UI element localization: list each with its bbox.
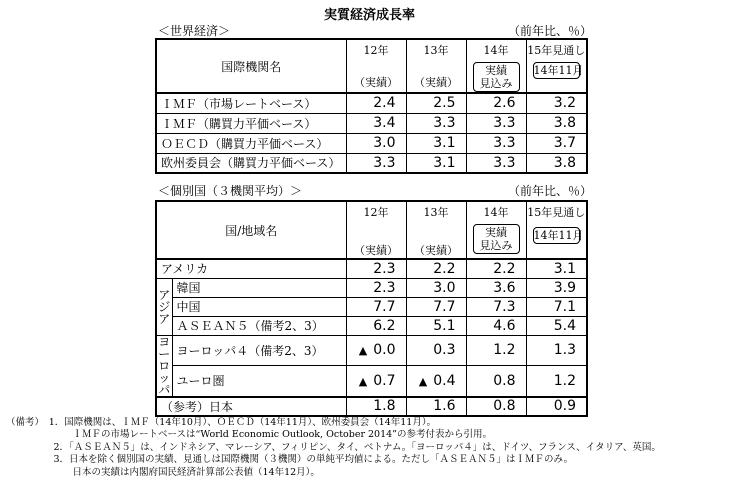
row-name: ＯＥＣＤ（購買力平価ベース） — [156, 133, 346, 153]
footnotes — [6, 417, 739, 479]
world-header-name: 国際機関名 — [156, 39, 346, 93]
table-row: 欧州委員会（購買力平価ベース） 3.3 3.1 3.3 3.8 — [156, 153, 587, 173]
row-name: ヨーロッパ４（備考2、3） — [172, 335, 346, 366]
row-name: ユーロ圏 — [172, 366, 346, 397]
table-row: （参考）日本 1.8 1.6 0.8 0.9 — [156, 397, 587, 416]
page-title: 実質経済成長率 — [323, 8, 415, 23]
world-section-label: ＜世界経済＞ — [158, 24, 231, 38]
row-name: ＡＳＥＡＮ５（備考2、3） — [172, 316, 346, 335]
footnote-line: 2．「ＡＳＥＡＮ５」は、インドネシア、マレーシア、フィリピン、タイ、ベトナム。「ヨーロッパ４」は、ドイツ、フランス、イタリア、英国。 — [6, 441, 661, 453]
row-name: アメリカ — [156, 259, 346, 278]
country-header-15: 15年見通し 14年11月 — [526, 201, 587, 259]
table-row: 中国 7.7 7.7 7.3 7.1 — [156, 297, 587, 316]
group-label-europe: ヨーロッパ — [156, 335, 172, 397]
footnote-line: 日本の実績は内閣府国民経済計算部公表値（14年12月）。 — [6, 466, 320, 478]
world-header-12: 12年 （実績） — [346, 39, 406, 93]
row-name: 欧州委員会（購買力平価ベース） — [156, 153, 346, 173]
world-header-15: 15年見通し 14年11月 — [526, 39, 587, 93]
country-header-14: 14年 実績 見込み — [466, 201, 526, 259]
country-growth-table — [155, 200, 588, 417]
negative-triangle-icon: ▲ — [418, 374, 428, 388]
negative-triangle-icon: ▲ — [358, 344, 368, 358]
world-header-14: 14年 実績 見込み — [466, 39, 526, 93]
row-name: 中国 — [172, 297, 346, 316]
group-label-asia: アジア — [156, 278, 172, 335]
negative-triangle-icon: ▲ — [358, 374, 368, 388]
row-name: ＩＭＦ（購買力平価ベース） — [156, 113, 346, 133]
row-name: 韓国 — [172, 278, 346, 297]
country-unit-label: （前年比、％） — [508, 184, 593, 198]
world-growth-table — [155, 38, 588, 174]
footnote-line: （備考） 1．国際機関は、ＩＭＦ（14年10月）、ＯＥＣＤ（14年11月）、欧州委員会（14年11月）。 — [6, 417, 437, 428]
country-header-name: 国/地域名 — [156, 201, 346, 259]
table-row: ヨーロッパ ヨーロッパ４（備考2、3） ▲ 0.0 0.3 1.2 1.3 — [156, 335, 587, 366]
table-row: ＩＭＦ（市場レートベース） 2.4 2.5 2.6 3.2 — [156, 93, 587, 113]
table-row: ＡＳＥＡＮ５（備考2、3） 6.2 5.1 4.6 5.4 — [156, 316, 587, 335]
country-header-12: 12年 （実績） — [346, 201, 406, 259]
table-row: ＩＭＦ（購買力平価ベース） 3.4 3.3 3.3 3.8 — [156, 113, 587, 133]
table-row: ユーロ圏 ▲ 0.7 ▲ 0.4 0.8 1.2 — [156, 366, 587, 397]
world-header-13: 13年 （実績） — [406, 39, 466, 93]
row-name: （参考）日本 — [156, 397, 346, 416]
country-header-13: 13年 （実績） — [406, 201, 466, 259]
table-row: アジア 韓国 2.3 3.0 3.6 3.9 — [156, 278, 587, 297]
footnote-line: ＩＭＦの市場レートベースは“World Economic Outlook, October 2014”の参考付表から引用。 — [6, 429, 493, 441]
country-section-label: ＜個別国（３機関平均）＞ — [158, 184, 303, 198]
world-unit-label: （前年比、％） — [508, 24, 593, 38]
table-row: アメリカ 2.3 2.2 2.2 3.1 — [156, 259, 587, 278]
footnote-line: 3．日本を除く個別国の実績、見通しは国際機関（３機関）の単純平均値による。ただし「ＡＳＥＡＮ５」はＩＭＦのみ。 — [6, 454, 574, 466]
table-row: ＯＥＣＤ（購買力平価ベース） 3.0 3.1 3.3 3.7 — [156, 133, 587, 153]
row-name: ＩＭＦ（市場レートベース） — [156, 93, 346, 113]
